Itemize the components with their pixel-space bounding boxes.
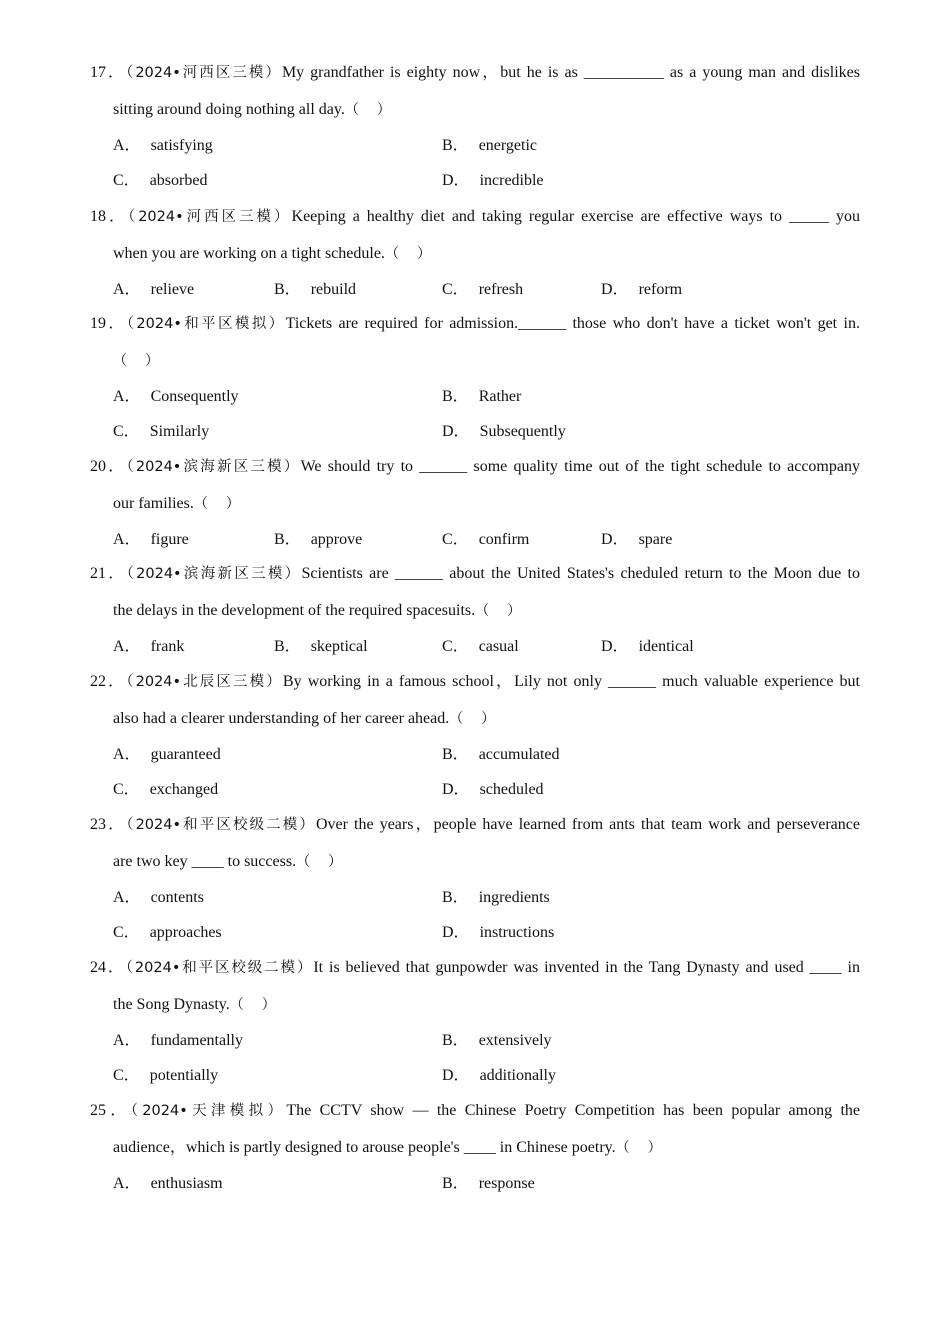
option-row [113,772,860,807]
option-c[interactable]: C． refresh [442,281,524,298]
option-a[interactable]: A． relieve [113,281,195,298]
question-text: Tickets are required for admission.______ those who don't have a ticket won't get in. [285,315,860,332]
option-b[interactable]: B． response [442,1175,535,1192]
answer-blank[interactable]: （ ） [229,997,276,1013]
question-stem-continued [90,1129,860,1166]
answer-blank[interactable]: （ ） [296,854,343,870]
option-c[interactable]: C． potentially [113,1067,219,1084]
question-19 [90,305,860,449]
option-row [113,880,860,915]
question-source: （2024•天津模拟） [130,1103,287,1119]
option-a[interactable]: A． guaranteed [113,746,221,763]
question-23 [90,806,860,950]
question-number: 17． [90,64,127,81]
question-number: 24． [90,959,126,976]
question-source: （2024•滨海新区三模） [126,459,301,475]
answer-blank[interactable]: （ ） [384,246,431,262]
option-c[interactable]: C． exchanged [113,781,219,798]
answer-blank[interactable]: （ ） [449,711,496,727]
option-row [113,915,860,950]
question-17 [90,54,860,198]
question-text: also had a clearer understanding of her career ahead. [113,710,450,727]
question-text: the delays in the development of the required spacesuits. [113,602,476,619]
question-source: （2024•和平区校级二模） [126,817,316,833]
question-stem [90,949,860,986]
option-a[interactable]: A． fundamentally [113,1032,243,1049]
option-c[interactable]: C． casual [442,638,519,655]
question-stem [90,806,860,843]
question-text: By working in a famous school，Lily not only ______ much valuable experience but [282,673,860,690]
option-a[interactable]: A． figure [113,531,189,548]
option-row [113,163,860,198]
answer-blank[interactable]: （ ） [193,496,240,512]
question-text: audience，which is partly designed to arouse people's ____ in Chinese poetry. [113,1139,616,1156]
answer-blank[interactable]: （ ） [344,102,391,118]
question-stem-continued [90,91,860,128]
question-20 [90,448,860,557]
question-number: 23． [90,816,127,833]
question-stem-continued [90,700,860,737]
question-source: （2024•和平区模拟） [126,316,286,332]
question-text: when you are working on a tight schedule. [113,245,385,262]
option-row [113,379,860,414]
option-d[interactable]: D． incredible [442,172,544,189]
answer-blank[interactable]: （ ） [475,603,522,619]
question-number: 22． [90,673,127,690]
option-row [113,272,860,307]
question-stem [90,663,860,700]
option-row [113,737,860,772]
question-stem [90,555,860,592]
option-b[interactable]: B． accumulated [442,746,560,763]
option-c[interactable]: C． approaches [113,924,222,941]
question-text: My grandfather is eighty now，but he is as __________ as a young man and dislikes [281,64,860,81]
question-stem-continued [90,843,860,880]
question-text: It is believed that gunpowder was invented in the Tang Dynasty and used ____ in [313,959,860,976]
option-d[interactable]: D． spare [601,531,673,548]
option-d[interactable]: D． additionally [442,1067,556,1084]
question-stem-continued [90,235,860,272]
question-21 [90,555,860,664]
option-d[interactable]: D． identical [601,638,694,655]
question-stem [90,448,860,485]
answer-blank[interactable]: （ ） [615,1140,662,1156]
option-b[interactable]: B． approve [274,531,363,548]
question-text: sitting around doing nothing all day. [113,101,345,118]
option-b[interactable]: B． skeptical [274,638,368,655]
question-text: our families. [113,495,194,512]
option-b[interactable]: B． extensively [442,1032,552,1049]
question-stem [90,1092,860,1129]
option-row [113,522,860,557]
option-b[interactable]: B． rebuild [274,281,357,298]
question-text: The CCTV show — the Chinese Poetry Competition has been popular among the [286,1102,860,1119]
option-c[interactable]: C． absorbed [113,172,208,189]
option-d[interactable]: D． Subsequently [442,423,566,440]
question-source: （2024•和平区校级二模） [125,960,314,976]
option-a[interactable]: A． frank [113,638,185,655]
question-number: 18． [90,208,128,225]
question-stem-continued [90,485,860,522]
option-row [113,629,860,664]
question-source: （2024•滨海新区三模） [126,566,302,582]
option-row [113,1166,860,1201]
option-a[interactable]: A． satisfying [113,137,213,154]
option-c[interactable]: C． Similarly [113,423,210,440]
question-number: 25． [90,1102,131,1119]
question-source: （2024•北辰区三模） [126,674,283,690]
question-18 [90,198,860,307]
question-text: are two key ____ to success. [113,853,297,870]
question-text: Keeping a healthy diet and taking regular exercise are effective ways to _____ you [291,208,860,225]
option-c[interactable]: C． confirm [442,531,530,548]
question-source: （2024•河西区三模） [127,209,292,225]
question-25 [90,1092,860,1201]
question-stem [90,54,860,91]
option-a[interactable]: A． enthusiasm [113,1175,223,1192]
question-stem-continued [90,342,860,379]
option-b[interactable]: B． ingredients [442,889,550,906]
option-b[interactable]: B． Rather [442,388,522,405]
option-d[interactable]: D． scheduled [442,781,544,798]
option-row [113,414,860,449]
question-number: 21． [90,565,127,582]
option-b[interactable]: B． energetic [442,137,538,154]
question-text: Over the years，people have learned from ants that team work and perseverance [315,816,860,833]
option-d[interactable]: D． reform [601,281,683,298]
option-row [113,1058,860,1093]
option-a[interactable]: A． Consequently [113,388,239,405]
question-number: 19． [90,315,127,332]
option-d[interactable]: D． instructions [442,924,555,941]
option-a[interactable]: A． contents [113,889,204,906]
option-row [113,128,860,163]
question-text: Scientists are ______ about the United States's cheduled return to the Moon due to [301,565,860,582]
question-text: We should try to ______ some quality time out of the tight schedule to accompany [300,458,860,475]
question-stem-continued [90,592,860,629]
question-text: the Song Dynasty. [113,996,230,1013]
answer-blank[interactable]: （ ） [113,353,159,369]
option-row [113,1023,860,1058]
question-24 [90,949,860,1093]
question-22 [90,663,860,807]
question-stem-continued [90,986,860,1023]
question-stem [90,198,860,235]
question-number: 20． [90,458,127,475]
question-source: （2024•河西区三模） [126,65,282,81]
question-stem [90,305,860,342]
